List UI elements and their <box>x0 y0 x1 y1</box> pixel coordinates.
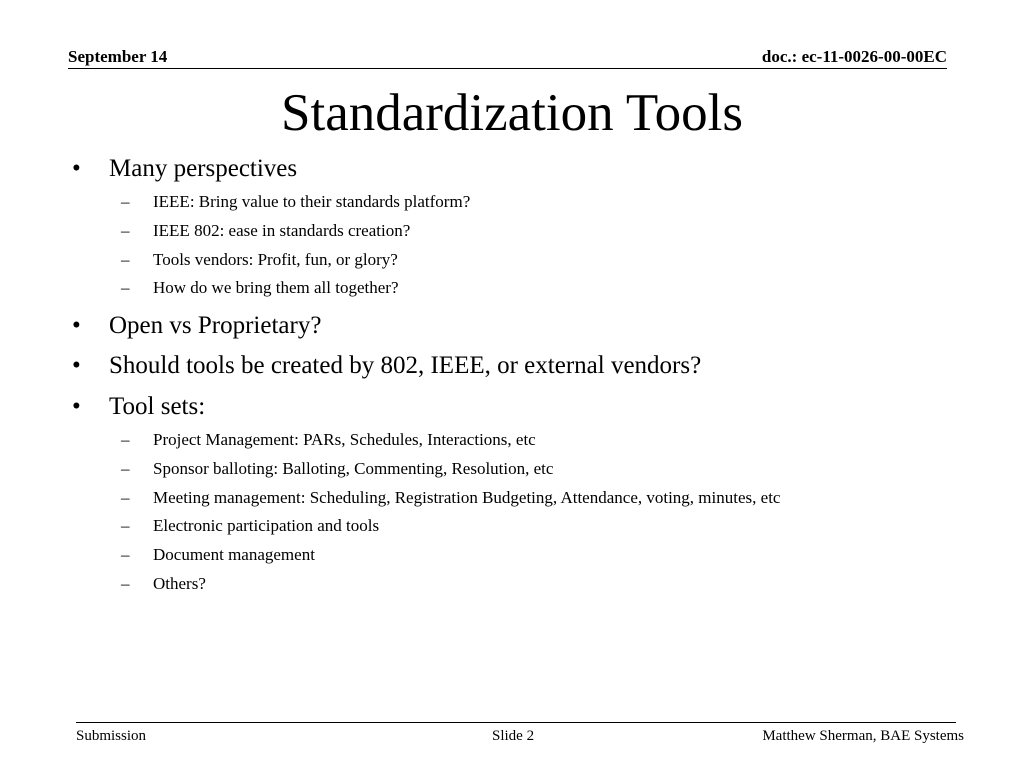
slide-title: Standardization Tools <box>281 84 743 142</box>
bullet-marker: • <box>72 155 81 182</box>
sub-bullet-marker: – <box>121 516 130 535</box>
footer-submission: Submission <box>76 728 147 744</box>
sub-bullet-text: Project Management: PARs, Schedules, Interactions, etc <box>153 430 536 449</box>
bullet-marker: • <box>72 393 81 420</box>
sub-bullet-text: How do we bring them all together? <box>153 278 399 297</box>
header-date: September 14 <box>68 47 168 66</box>
footer-author: Matthew Sherman, BAE Systems <box>762 728 964 744</box>
bullet-marker: • <box>72 312 81 339</box>
sub-bullet-marker: – <box>121 250 130 269</box>
sub-bullet-marker: – <box>121 545 130 564</box>
sub-bullet-marker: – <box>121 430 130 449</box>
bullet-text: Should tools be created by 802, IEEE, or external vendors? <box>109 352 702 379</box>
sub-bullet-marker: – <box>121 221 130 240</box>
sub-bullet-text: Sponsor balloting: Balloting, Commenting, Resolution, etc <box>153 459 554 478</box>
sub-bullet-marker: – <box>121 459 130 478</box>
bullet-text: Open vs Proprietary? <box>109 312 322 339</box>
sub-bullet-marker: – <box>121 278 130 297</box>
sub-bullet-text: Electronic participation and tools <box>153 516 380 535</box>
footer-slide-number: Slide 2 <box>492 728 535 744</box>
sub-bullet-marker: – <box>121 192 130 211</box>
sub-bullet-text: IEEE: Bring value to their standards platform? <box>153 192 471 211</box>
bullet-text: Many perspectives <box>109 155 298 182</box>
header-doc-id: doc.: ec-11-0026-00-00EC <box>761 47 947 66</box>
sub-bullet-marker: – <box>121 488 130 507</box>
bullet-text: Tool sets: <box>109 393 206 420</box>
footer-divider <box>76 722 956 723</box>
sub-bullet-text: Others? <box>153 574 206 593</box>
sub-bullet-text: Tools vendors: Profit, fun, or glory? <box>153 250 398 269</box>
bullet-marker: • <box>72 352 81 379</box>
sub-bullet-marker: – <box>121 574 130 593</box>
sub-bullet-text: IEEE 802: ease in standards creation? <box>153 221 411 240</box>
sub-bullet-text: Meeting management: Scheduling, Registration Budgeting, Attendance, voting, minutes, etc <box>153 488 781 507</box>
sub-bullet-text: Document management <box>153 545 315 564</box>
